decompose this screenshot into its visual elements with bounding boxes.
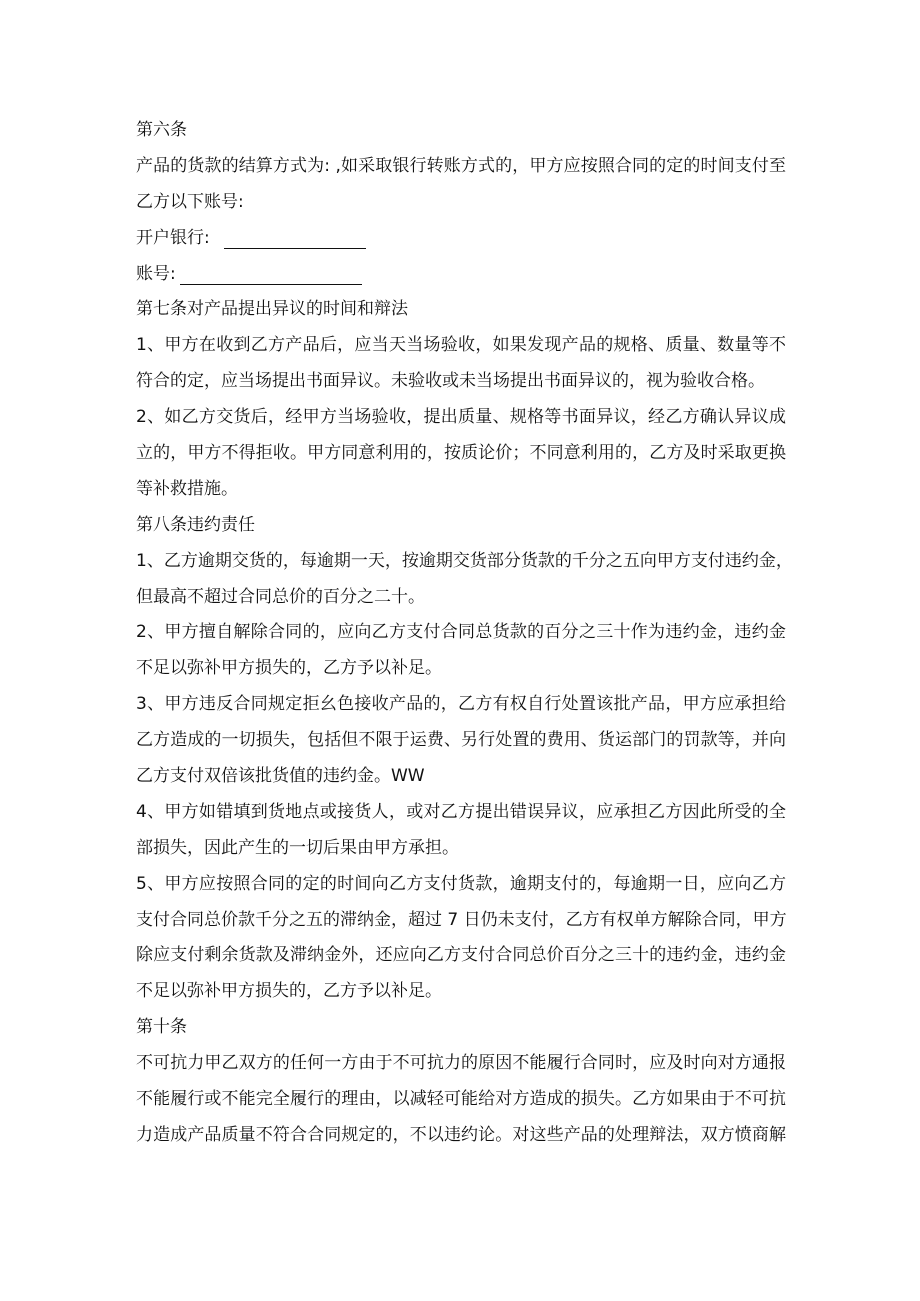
article-8-item-1-line: 1、乙方逾期交货的，每逾期一天，按逾期交货部分货款的千分之五向甲方支付违约金， [136, 550, 793, 571]
article-6-body-line: 产品的货款的结算方式为: ,如采取银行转账方式的，甲方应按照合同的定的时间支付至 [136, 155, 786, 176]
article-8-item-4-line: 部损失，因此产生的一切后果由甲方承担。 [136, 837, 459, 858]
article-8-item-3-line: 3、甲方违反合同规定拒幺色接收产品的，乙方有权自行处置该批产品，甲方应承担给 [136, 694, 786, 715]
bank-label: 开户银行: [136, 227, 210, 248]
article-10-body-line: 不能履行或不能完全履行的理由，以减轻可能给对方造成的损失。乙方如果由于不可抗 [136, 1089, 786, 1110]
article-7-item-2-line: 2、如乙方交货后，经甲方当场验收，提出质量、规格等书面异议，经乙方确认异议成 [136, 407, 786, 428]
article-8-item-3-line: 乙方支付双倍该批货值的违约金。WW [136, 766, 425, 787]
article-7-item-1-line: 符合的定，应当场提出书面异议。未验收或未当场提出书面异议的，视为验收合格。 [136, 371, 765, 392]
article-8-item-5-line: 除应支付剩余货款及滞纳金外，还应向乙方支付合同总价百分之三十的违约金，违约金 [136, 945, 786, 966]
account-blank-line [180, 262, 362, 285]
article-10-body-line: 不可抗力甲乙双方的任何一方由于不可抗力的原因不能履行合同时，应及时向对方通报 [136, 1053, 786, 1074]
article-10-body-line: 力造成产品质量不符合合同规定的，不以违约论。对这些产品的处理辩法，双方愤商解 [136, 1124, 786, 1145]
article-8-item-5-line: 支付合同总价款千分之五的滞纳金，超过 7 日仍未支付，乙方有权单方解除合同，甲方 [136, 909, 787, 930]
account-field-row [136, 257, 786, 293]
bank-blank-line [224, 226, 366, 249]
article-8-item-5-line: 不足以弥补甲方损失的，乙方予以补足。 [136, 981, 442, 1002]
article-6-body-line: 乙方以下账号: [136, 191, 244, 212]
article-8-item-1-line: 但最高不超过合同总价的百分之二十。 [136, 586, 425, 607]
bank-field-row [136, 221, 786, 257]
article-7-item-2-line: 立的，甲方不得拒收。甲方同意利用的，按质论价；不同意利用的，乙方及时采取更换 [136, 443, 786, 464]
document-body [136, 113, 793, 1154]
article-10-heading: 第十条 [136, 1017, 187, 1038]
article-8-item-2-line: 不足以弥补甲方损失的，乙方予以补足。 [136, 658, 442, 679]
article-6-heading: 第六条 [136, 120, 187, 140]
article-8-item-5-line: 5、甲方应按照合同的定的时间向乙方支付货款，逾期支付的，每逾期一日，应向乙方 [136, 873, 786, 894]
article-8-item-3-line: 乙方造成的一切损失，包括但不限于运费、另行处置的费用、货运部门的罚款等，并向 [136, 730, 786, 751]
article-8-item-4-line: 4、甲方如错填到货地点或接货人，或对乙方提出错误异议，应承担乙方因此所受的全 [136, 801, 786, 822]
article-8-item-2-line: 2、甲方擅自解除合同的，应向乙方支付合同总货款的百分之三十作为违约金，违约金 [136, 622, 786, 643]
account-label: 账号: [136, 263, 176, 284]
article-7-item-1-line: 1、甲方在收到乙方产品后，应当天当场验收，如果发现产品的规格、质量、数量等不 [136, 335, 786, 356]
article-8-heading: 第八条违约责任 [136, 514, 255, 535]
article-7-item-2-line: 等补救措施。 [136, 478, 238, 499]
article-7-heading: 第七条对产品提出异议的时间和辩法 [136, 299, 408, 320]
